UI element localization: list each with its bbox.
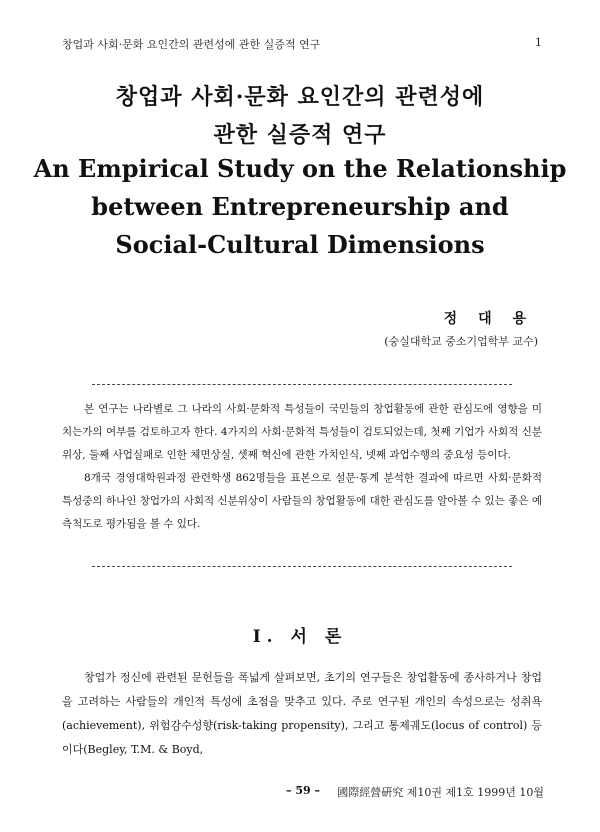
- body-paragraph-1: 창업가 정신에 관련된 문헌들을 폭넓게 살펴보면, 초기의 연구들은 창업활동에 종사하거나 창업을 고려하는 사람들의 개인적 특성에 초점을 맞추고 있다. 주로 연구된 개인의 속성으로는 성취욕(achievement), 위험감수성향(risk-taking propensity), 그리고 통제궤도(locus of control) 등이다(Begley, T.M. & Boyd,: [62, 671, 542, 756]
- korean-title: [0, 78, 600, 154]
- running-header: [62, 36, 542, 52]
- abstract-paragraph-2: 8개국 경영대학원과정 관련학생 862명들을 표본으로 설문·통계 분석한 결과에 따르면 사회·문화적 특성중의 하나인 창업가의 사회적 신분위상이 사람들의 창업활동에 대한 관심도를 알아볼 수 있는 좋은 예측척도로 평가됨을 볼 수 있다.: [62, 472, 542, 530]
- author-affiliation: (숭실대학교 중소기업학부 교수): [384, 335, 538, 348]
- footer-journal-info: 國際經營硏究 제10권 제1호 1999년 10월: [337, 786, 544, 799]
- korean-title-line1: 창업과 사회·문화 요인간의 관련성에: [115, 84, 485, 110]
- running-header-title: 창업과 사회·문화 요인간의 관련성에 관한 실증적 연구: [62, 38, 321, 51]
- page-footer: [0, 784, 600, 802]
- abstract-paragraph-1: 본 연구는 나라별로 그 나라의 사회·문화적 특성들이 국민들의 창업활동에 관한 관심도에 영향을 미치는가의 여부를 검토하고자 한다. 4가지의 사회·문화적 특성들이 검토되었는데, 첫째 기업가 사회적 신분위상, 둘째 사업실패로 인한 체면상실, 셋째 혁신에 관한 가치인식, 넷째 과업수행의 중요성 등이다.: [62, 403, 542, 461]
- author-name: 정 대 용: [443, 311, 534, 327]
- body-text: [62, 666, 542, 762]
- korean-title-line2: 관한 실증적 연구: [213, 122, 387, 148]
- footer-page-number: – 59 –: [286, 784, 320, 797]
- english-title-line1: An Empirical Study on the Relationship: [33, 154, 567, 183]
- section-heading: Ⅰ. 서 론: [252, 627, 348, 647]
- english-title-line2: between Entrepreneurship and: [91, 192, 509, 221]
- english-title-line3: Social-Cultural Dimensions: [115, 230, 485, 259]
- abstract-top-divider: [92, 384, 512, 385]
- abstract-bottom-divider: [92, 566, 512, 567]
- english-title: [0, 150, 600, 264]
- running-header-page-number: 1: [535, 36, 542, 49]
- abstract: [62, 398, 542, 536]
